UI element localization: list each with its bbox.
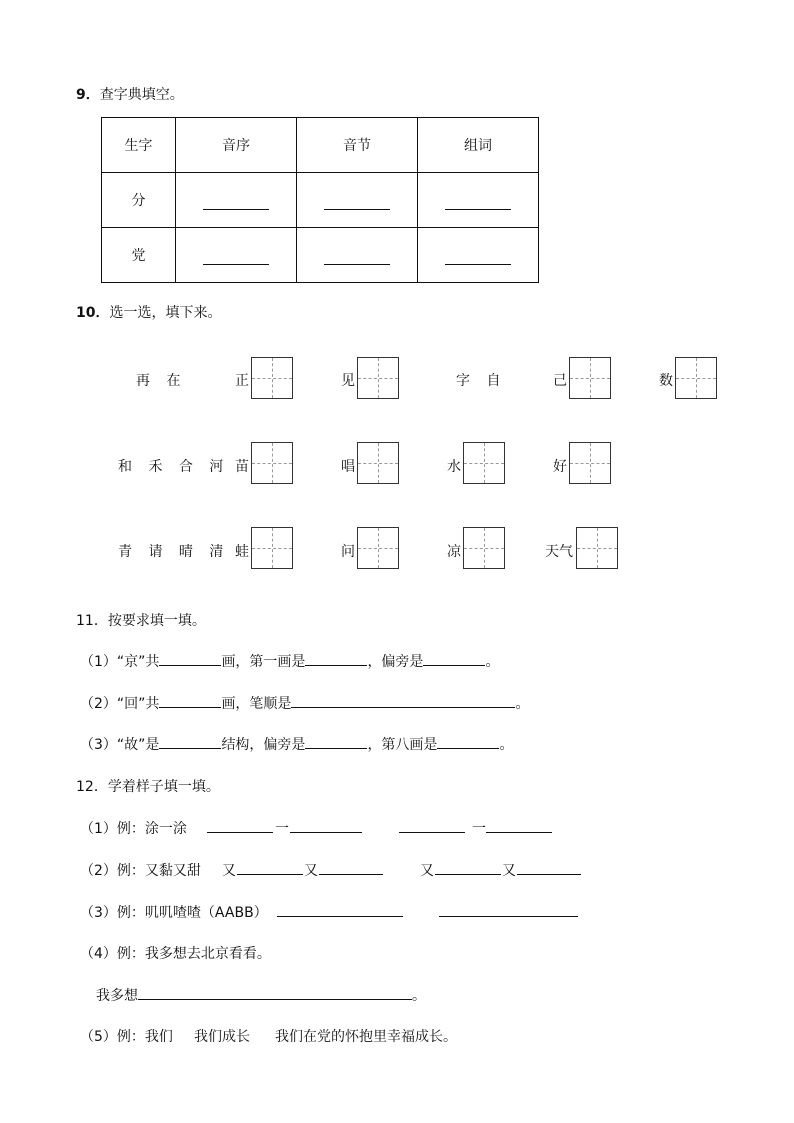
text-segment: “京”共 xyxy=(116,654,160,670)
item-number: （3） xyxy=(80,905,117,921)
text-segment: 。 xyxy=(485,654,500,670)
text-segment: 。 xyxy=(412,988,426,1004)
text-segment: 我多想 xyxy=(96,988,138,1004)
q11-title: 11．按要求填一填。 xyxy=(76,613,206,629)
answer-blank[interactable] xyxy=(445,250,511,265)
answer-blank[interactable] xyxy=(486,818,552,833)
tianzige-box[interactable] xyxy=(357,442,399,484)
text-segment: 画，笔顺是 xyxy=(221,696,292,712)
answer-blank[interactable] xyxy=(445,195,511,210)
answer-blank[interactable] xyxy=(324,195,390,210)
item-number: （5） xyxy=(80,1029,117,1045)
text-segment: 又 xyxy=(502,863,516,879)
answer-blank[interactable] xyxy=(324,250,390,265)
answer-blank[interactable] xyxy=(437,734,499,749)
text-segment: 。 xyxy=(515,696,530,712)
q12-line-4-answer xyxy=(96,985,426,1005)
tianzige-box[interactable] xyxy=(357,527,399,569)
text-segment: 一 xyxy=(275,821,289,837)
answer-blank[interactable] xyxy=(319,860,383,875)
q11-line-2 xyxy=(80,693,529,713)
answer-blank[interactable] xyxy=(399,818,465,833)
word-prefix: 正 xyxy=(235,373,249,389)
example-text: 例：叽叽喳喳（AABB） xyxy=(116,905,268,921)
answer-cell[interactable] xyxy=(297,173,418,228)
answer-blank[interactable] xyxy=(423,651,485,666)
word-prefix: 见 xyxy=(341,373,355,389)
table-row xyxy=(102,173,539,228)
text-segment: 结构，偏旁是 xyxy=(221,737,306,753)
answer-blank[interactable] xyxy=(159,693,221,708)
text-segment: ，偏旁是 xyxy=(367,654,424,670)
word-prefix: 凉 xyxy=(447,544,461,560)
answer-blank[interactable] xyxy=(277,902,403,917)
text-segment: 又 xyxy=(222,863,236,879)
table-header-row xyxy=(102,118,539,173)
char-cell: 党 xyxy=(102,228,176,283)
word-prefix: 蛙 xyxy=(235,544,249,560)
word-prefix: 字 自 xyxy=(456,373,507,389)
text-segment: 我们成长 xyxy=(194,1029,250,1045)
answer-blank[interactable] xyxy=(159,734,221,749)
example-text: 例：我们 xyxy=(116,1029,173,1045)
text-segment: 又 xyxy=(420,863,434,879)
answer-blank[interactable] xyxy=(439,902,578,917)
answer-blank[interactable] xyxy=(237,860,303,875)
answer-blank[interactable] xyxy=(203,195,269,210)
dictionary-table xyxy=(101,117,539,283)
q12-line-2 xyxy=(80,860,201,880)
answer-cell[interactable] xyxy=(418,173,539,228)
answer-cell[interactable] xyxy=(297,228,418,283)
option-chars: 和 禾 合 河 xyxy=(118,459,230,475)
text-segment: 我们在党的怀抱里幸福成长。 xyxy=(275,1029,457,1045)
word-prefix: 问 xyxy=(341,544,355,560)
answer-blank[interactable] xyxy=(305,651,367,666)
tianzige-box[interactable] xyxy=(576,527,618,569)
text-segment: 又 xyxy=(304,863,318,879)
answer-blank[interactable] xyxy=(203,250,269,265)
tianzige-box[interactable] xyxy=(251,357,293,399)
text-segment: “回”共 xyxy=(116,696,160,712)
answer-blank[interactable] xyxy=(159,651,221,666)
answer-blank[interactable] xyxy=(305,734,367,749)
answer-blank[interactable] xyxy=(435,860,501,875)
text-segment: 。 xyxy=(499,737,514,753)
tianzige-box[interactable] xyxy=(357,357,399,399)
item-number: （1） xyxy=(80,821,117,837)
header-cell: 组词 xyxy=(418,118,539,173)
tianzige-box[interactable] xyxy=(251,527,293,569)
q12-title: 12．学着样子填一填。 xyxy=(76,779,220,795)
header-cell: 音节 xyxy=(297,118,418,173)
header-cell: 音序 xyxy=(176,118,297,173)
table-row xyxy=(102,228,539,283)
word-prefix: 水 xyxy=(447,459,461,475)
answer-blank[interactable] xyxy=(517,860,581,875)
example-text: 例：又黏又甜 xyxy=(116,863,201,879)
q9-number: 9 xyxy=(76,87,86,103)
item-number: （4） xyxy=(80,946,117,962)
q12-line-5 xyxy=(80,1026,173,1046)
answer-blank[interactable] xyxy=(207,818,273,833)
option-chars: 再 在 xyxy=(136,373,187,389)
answer-cell[interactable] xyxy=(418,228,539,283)
q12-line-1 xyxy=(80,818,187,838)
q12-line-4 xyxy=(80,943,271,963)
text-segment: 画，第一画是 xyxy=(221,654,306,670)
tianzige-box[interactable] xyxy=(463,442,505,484)
q11-line-3 xyxy=(80,734,513,754)
item-number: （1） xyxy=(80,654,117,670)
q11-title-text: 按要求填一填。 xyxy=(107,613,206,629)
answer-cell[interactable] xyxy=(176,173,297,228)
word-prefix: 天气 xyxy=(545,544,573,560)
word-prefix: 数 xyxy=(659,373,673,389)
answer-cell[interactable] xyxy=(176,228,297,283)
text-segment: “故”是 xyxy=(116,737,160,753)
answer-blank[interactable] xyxy=(290,818,362,833)
tianzige-box[interactable] xyxy=(463,527,505,569)
example-text: 例：我多想去北京看看。 xyxy=(116,946,271,962)
q12-title-text: 学着样子填一填。 xyxy=(107,779,220,795)
text-segment: 一 xyxy=(472,821,486,837)
q9-title: 9．查字典填空。 xyxy=(76,87,184,103)
word-prefix: 好 xyxy=(553,459,567,475)
word-prefix: 苗 xyxy=(235,459,249,475)
q11-line-1 xyxy=(80,651,499,671)
item-number: （2） xyxy=(80,863,117,879)
q10-number: 10 xyxy=(76,305,96,321)
q10-title: 10．选一选，填下来。 xyxy=(76,305,222,321)
example-text: 例：涂一涂 xyxy=(116,821,187,837)
text-segment: ，第八画是 xyxy=(367,737,438,753)
q12-number: 12 xyxy=(76,779,94,795)
q12-line-3 xyxy=(80,902,268,922)
q9-title-text: 查字典填空。 xyxy=(99,87,184,103)
word-prefix: 己 xyxy=(553,373,567,389)
option-chars: 青 请 晴 清 xyxy=(118,544,230,560)
char-cell: 分 xyxy=(102,173,176,228)
tianzige-box[interactable] xyxy=(251,442,293,484)
q11-number: 11 xyxy=(76,613,94,629)
tianzige-box[interactable] xyxy=(569,442,611,484)
item-number: （3） xyxy=(80,737,117,753)
q10-title-text: 选一选，填下来。 xyxy=(109,305,222,321)
tianzige-box[interactable] xyxy=(569,357,611,399)
tianzige-box[interactable] xyxy=(675,357,717,399)
word-prefix: 唱 xyxy=(341,459,355,475)
header-cell: 生字 xyxy=(102,118,176,173)
item-number: （2） xyxy=(80,696,117,712)
answer-blank[interactable] xyxy=(291,693,515,708)
answer-blank[interactable] xyxy=(138,985,412,1000)
